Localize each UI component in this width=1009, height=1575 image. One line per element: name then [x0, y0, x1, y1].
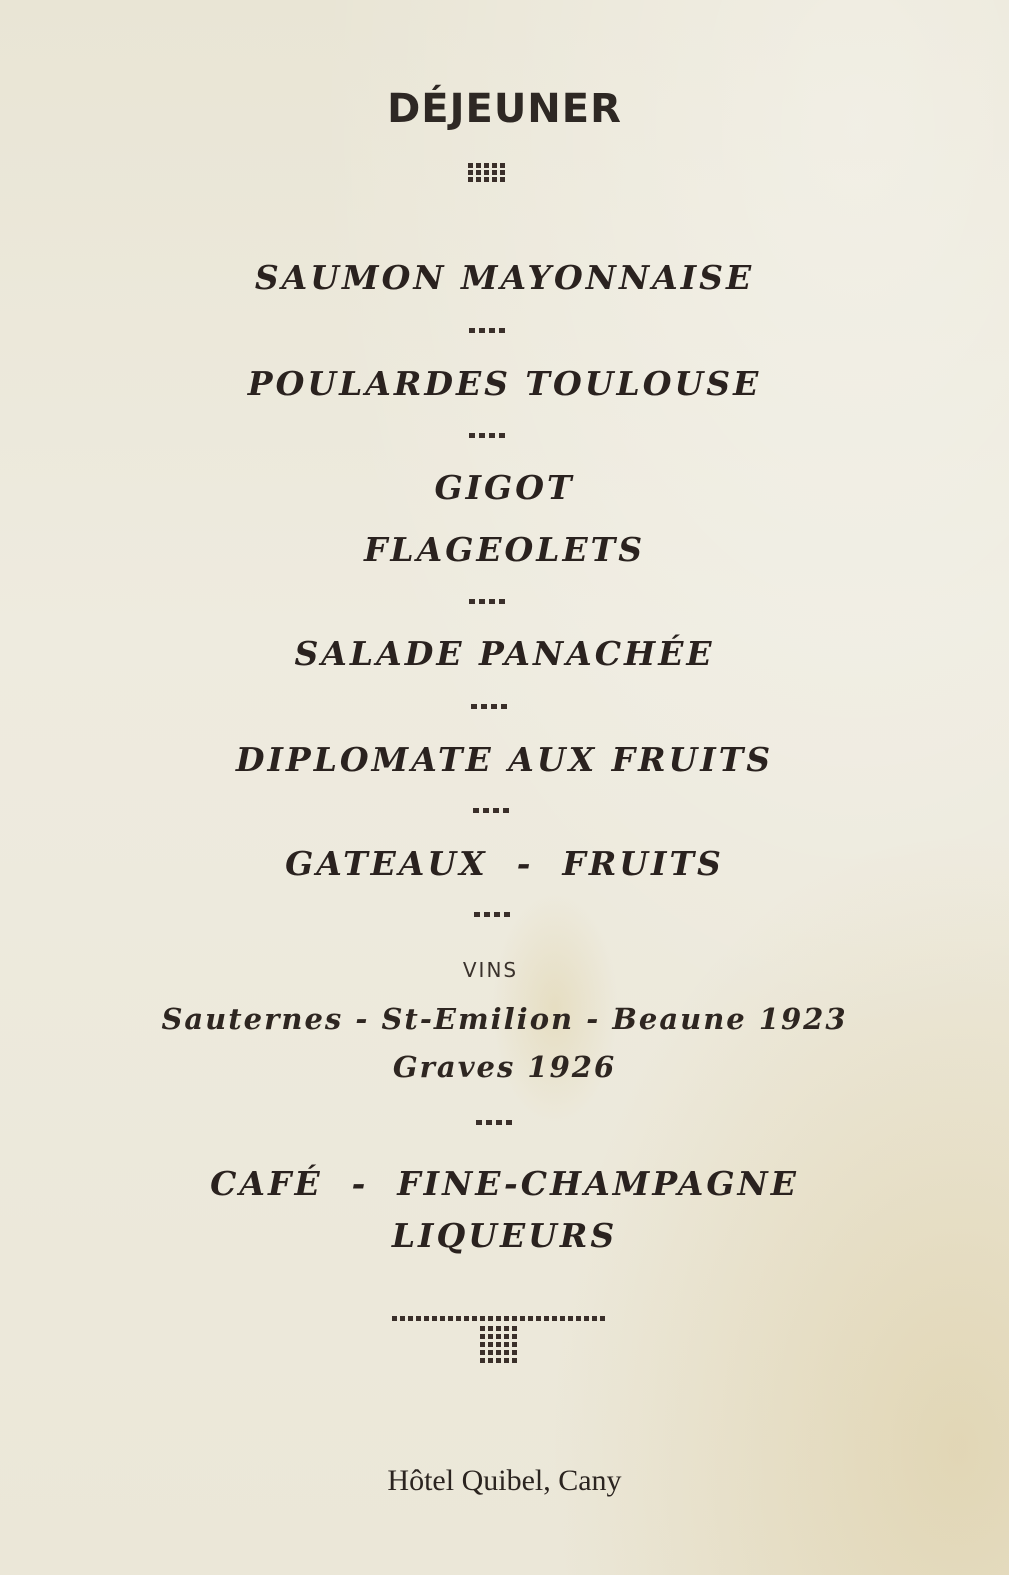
separator-dots [469, 599, 509, 605]
separator-dots [469, 328, 509, 334]
separator-dots [476, 1120, 516, 1126]
ornament-t-motif [392, 1314, 608, 1366]
dish-item: POULARDES TOULOUSE [247, 364, 762, 403]
dish-item: GIGOT [434, 468, 575, 507]
separator-dots [473, 808, 513, 814]
wine-line: Graves 1926 [392, 1050, 617, 1084]
wines-heading: VINS [462, 958, 519, 982]
separator-dots [474, 912, 514, 918]
closing-item: CAFÉ - FINE-CHAMPAGNE [210, 1164, 799, 1203]
dish-item: DIPLOMATE AUX FRUITS [235, 740, 774, 779]
wine-line: Sauternes - St-Emilion - Beaune 1923 [161, 1002, 848, 1036]
hotel-footer: Hôtel Quibel, Cany [387, 1464, 622, 1497]
dish-item: GATEAUX - FRUITS [285, 844, 724, 883]
ornament-grid [468, 163, 510, 183]
dish-item: SAUMON MAYONNAISE [254, 258, 755, 297]
separator-dots [471, 704, 511, 710]
separator-dots [469, 433, 509, 439]
menu-title: DÉJEUNER [387, 86, 622, 132]
closing-item: LIQUEURS [391, 1216, 618, 1255]
dish-item: SALADE PANACHÉE [294, 634, 715, 673]
dish-item: FLAGEOLETS [363, 530, 646, 569]
